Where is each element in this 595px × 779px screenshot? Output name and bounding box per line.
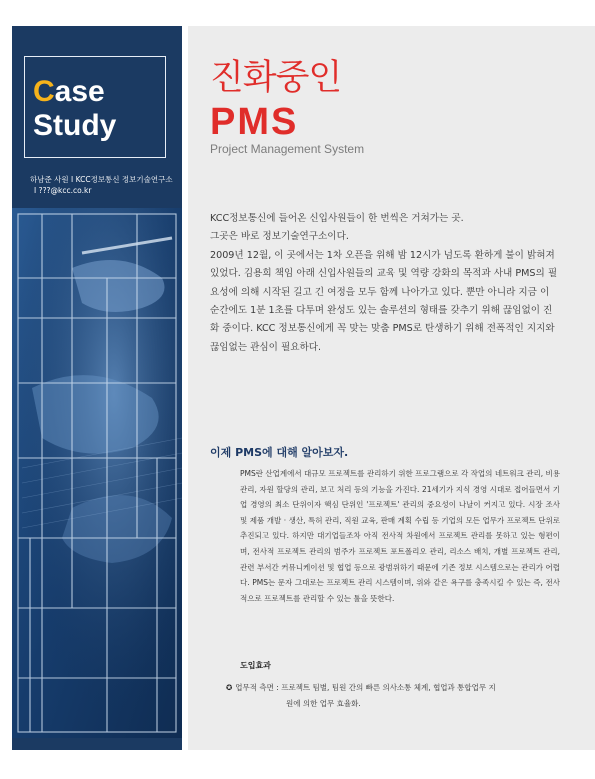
sidebar: [12, 26, 182, 773]
intro-paragraph: KCC정보통신에 들어온 신입사원들이 한 번씩은 거쳐가는 곳.: [210, 213, 464, 224]
benefit-text: 업무적 측면 : 프로젝트 팀별, 팀원 간의 빠른 의사소통 체계, 협업과 통합업무 지: [235, 683, 496, 692]
benefit-item: [226, 680, 566, 711]
case-initial: C: [33, 75, 55, 108]
article-title-korean: 진화중인: [210, 58, 342, 98]
author-line: 하남준 사원 Ⅰ KCC정보통신 정보기술연구소: [30, 175, 173, 184]
author-info: [30, 174, 173, 196]
article-subtitle: Project Management System: [210, 142, 365, 156]
benefits-heading: 도입효과: [240, 661, 271, 670]
page-footer: 18 KCC Information & Communication: [34, 764, 170, 773]
case-study-title: [33, 75, 116, 143]
section-body: PMS란 산업계에서 대규모 프로젝트를 관리하기 위한 프로그램으로 각 작업의 네트워크 관리, 비용 관리, 자원 할당의 관리, 보고 처리 등의 기능을 가진다. 21세기가 지식 경영 시대로 접어들면서 기업 경영의 최소 단위이자 핵심 단위인 '프로젝트' 관리의 중요성이 나날이 커지고 있다. 시장 조사 및 제품 개발 · 생산, 특허 관리, 직원 교육, 판매 계획 수립 등 기업의 모든 업무가 프로젝트 단위로 추진되고 있다. 하지만 대기업들조차 아직 전사적 차원에서 프로젝트 관리를 못하고 있는 형편이며, 전사적 프로젝트 관리의 범주가 프로젝트 포트폴리오 관리, 리소스 배치, 개별 프로젝트 관리, 관련 부서간 커뮤니케이션 및 협업 등으로 광범위하기 때문에 기존 정보 시스템으로는 관리가 어렵다. PMS는 문자 그대로는 프로젝트 관리 시스템이며, 위와 같은 욕구를 충족시킬 수 있는 즉, 전사적으로 프로젝트를 관리할 수 있는 툴을 뜻한다.: [240, 469, 560, 603]
article-panel: [188, 26, 595, 750]
intro-paragraph: 그곳은 바로 정보기술연구소이다.: [210, 231, 349, 243]
bullet-icon: ✪: [226, 683, 233, 692]
hands-keyboard-photo: [12, 208, 182, 738]
study-word: Study: [33, 109, 117, 142]
benefit-text-continued: 원에 의한 업무 효율화.: [286, 698, 361, 708]
author-email: Ⅰ ???@kcc.co.kr: [34, 186, 92, 195]
case-study-box: [24, 56, 166, 158]
intro-paragraph: 2009년 12월, 이 곳에서는 1차 오픈을 위해 밤 12시가 넘도록 환하게 불이 밝혀져 있었다. 김용희 책임 아래 신입사원들의 교육 및 역량 강화의 목적과 사내 PMS의 필요성에 의해 시작된 길고 긴 여정을 모두 함께 나아가고 있다. 뿐만 아니라 지금 이 순간에도 1분 1초를 다투며 완성도 있는 솔루션의 형태를 갖추기 위해 끊임없이 진화 중이다. KCC 정보통신에게 꼭 맞는 맞춤 PMS로 탄생하기 위해 전폭적인 지지와 끊임없는 관심이 필요하다.: [210, 249, 558, 353]
section-heading: 이제 PMS에 대해 알아보자.: [210, 446, 349, 459]
case-rest: ase: [54, 75, 105, 108]
article-title-pms: PMS: [210, 101, 299, 143]
article-intro: [210, 210, 558, 357]
